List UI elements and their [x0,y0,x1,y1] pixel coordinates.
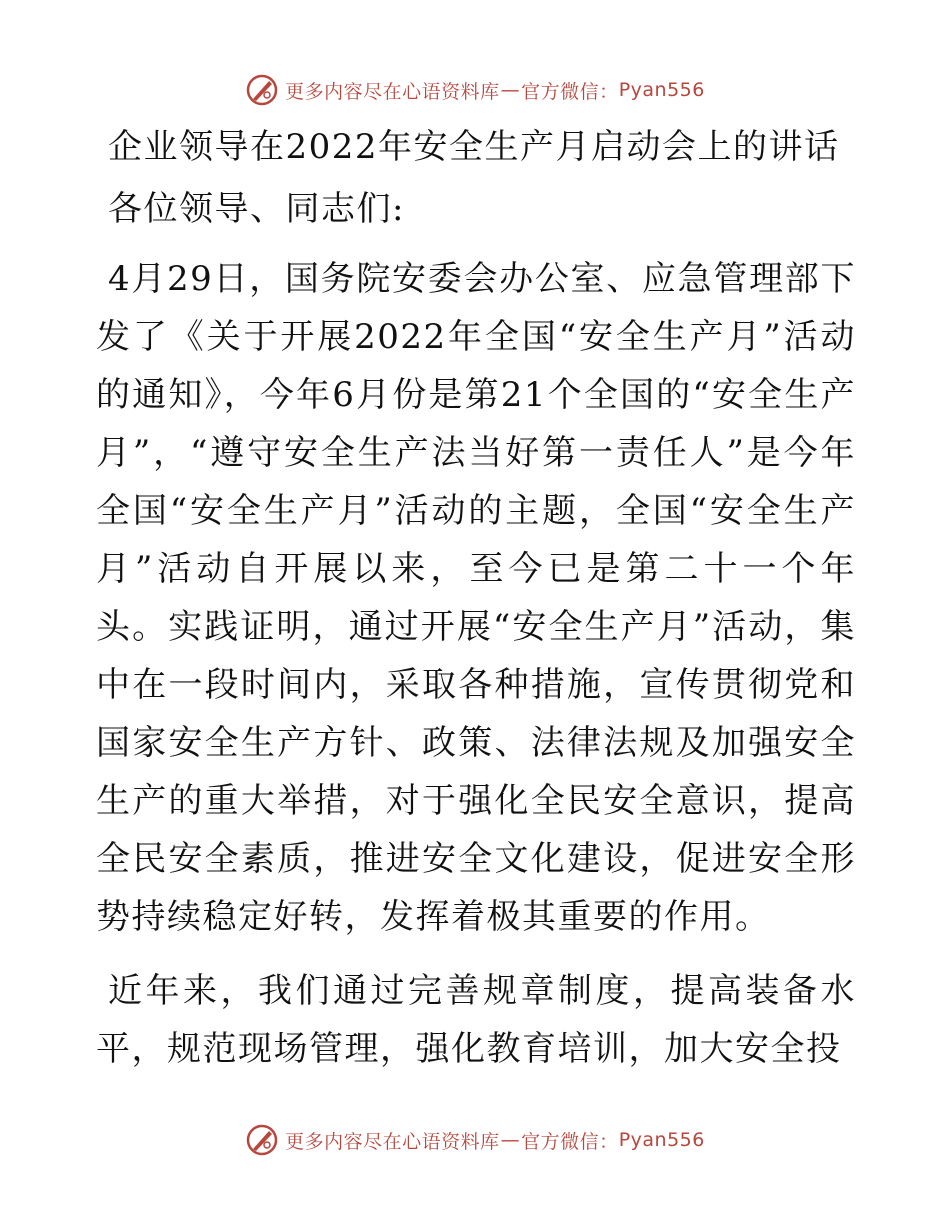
watermark-dash: — [500,1129,521,1151]
watermark-text: 更多内容尽在心语资料库 [285,1130,500,1153]
paragraph-2: 近年来，我们通过完善规章制度，提高装备水平，规范现场管理，强化教育培训，加大安全投 [96,971,856,1069]
watermark-wechat-label: 官方微信： [521,80,619,103]
paragraph-1: 4月29日，国务院安委会办公室、应急管理部下发了《关于开展2022年全国“安全生产月”活动的通知》，今年6月份是第21个全国的“安全生产月”，“遵守安全生产法当好第一责任人”是今年全国“安全生产月”活动的主题，全国“安全生产月”活动自开展以来，至今已是第二十一个年头。实践证明，通过开展“安全生产月”活动，集中在一段时间内，采取各种措施，宣传贯彻党和国家安全生产方针、政策、法律法规及加强安全生产的重大举措，对于强化全民安全意识，提高全民安全素质，推进安全文化建设，促进安全形势持续稳定好转，发挥着极其重要的作用。 [96,259,856,937]
quill-seal-icon [245,73,279,107]
watermark-wechat-id: Pyan556 [618,79,705,101]
salutation: 各位领导、同志们: [108,189,405,229]
watermark-dash: — [500,79,521,101]
header-watermark [0,70,950,110]
watermark-text: 更多内容尽在心语资料库 [285,80,500,103]
footer-watermark [0,1120,950,1160]
watermark-wechat-label: 官方微信： [521,1130,619,1153]
quill-seal-icon [245,1123,279,1157]
document-title: 企业领导在2022年安全生产月启动会上的讲话 [108,127,840,167]
document-body [96,118,856,1078]
watermark-wechat-id: Pyan556 [618,1129,705,1151]
